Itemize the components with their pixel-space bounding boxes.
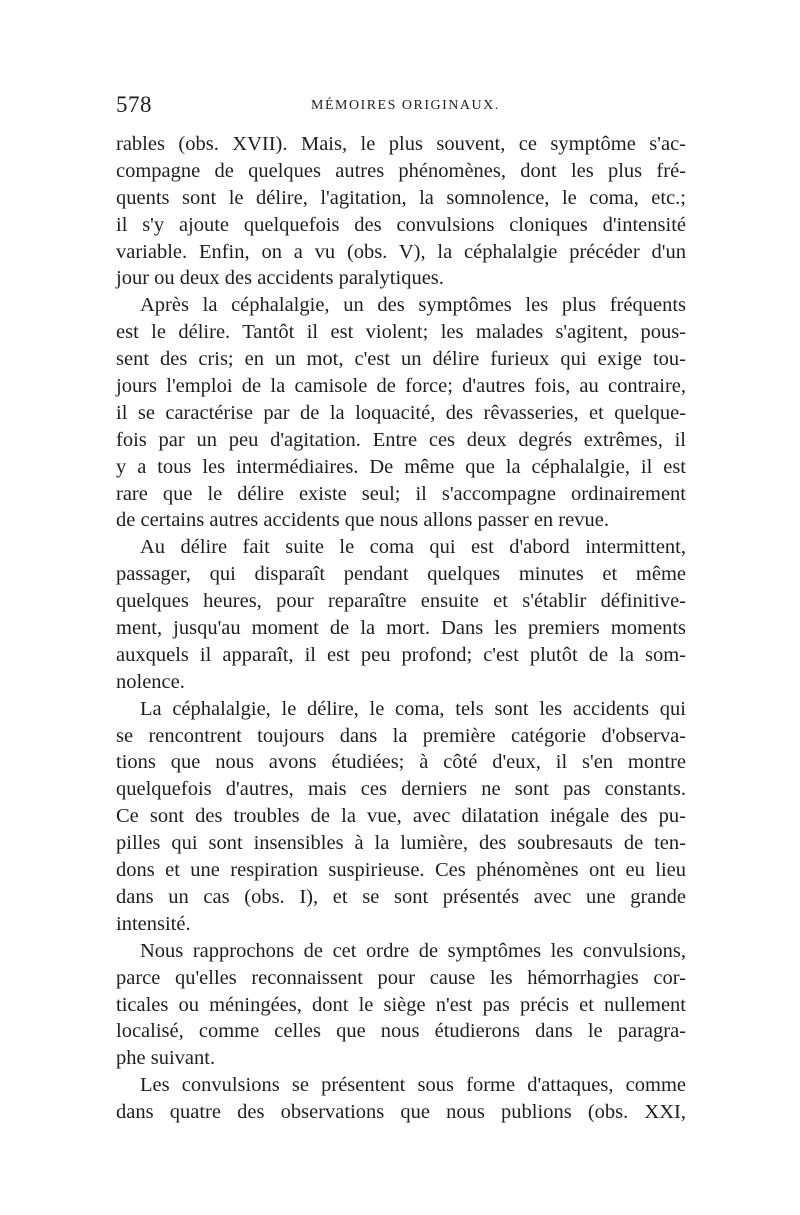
text-line: passager, qui disparaît pendant quelques minutes et même: [116, 563, 686, 586]
text-line: quelques heures, pour reparaître ensuite et s'établir définitive-: [116, 590, 686, 613]
text-line: auxquels il apparaît, il est peu profond; c'est plutôt de la som-: [116, 643, 686, 666]
text-line: localisé, comme celles que nous étudierons dans le paragra-: [116, 1020, 686, 1043]
text-line: ticales ou méningées, dont le siège n'est pas précis et nullement: [116, 993, 686, 1016]
text-line: ment, jusqu'au moment de la mort. Dans les premiers moments: [116, 617, 686, 640]
text-line: il s'y ajoute quelquefois des convulsions cloniques d'intensité: [116, 213, 686, 236]
text-line: est le délire. Tantôt il est violent; les malades s'agitent, pous-: [116, 321, 686, 344]
text-line: jours l'emploi de la camisole de force; d'autres fois, au contraire,: [116, 375, 686, 398]
body-text: [116, 131, 686, 1126]
text-line: nolence.: [116, 670, 185, 693]
text-line: sent des cris; en un mot, c'est un délire furieux qui exige tou-: [116, 348, 686, 371]
text-line: quents sont le délire, l'agitation, la somnolence, le coma, etc.;: [116, 186, 686, 209]
text-line: dans un cas (obs. I), et se sont présentés avec une grande: [116, 885, 686, 908]
page-number: 578: [116, 92, 152, 117]
text-line: pilles qui sont insensibles à la lumière, des soubresauts de ten-: [116, 832, 686, 855]
text-line: Les convulsions se présentent sous forme d'attaques, comme: [140, 1074, 686, 1097]
text-line: rare que le délire existe seul; il s'accompagne ordinairement: [116, 482, 686, 505]
text-line: dans quatre des observations que nous publions (obs. XXI,: [116, 1101, 686, 1124]
text-line: fois par un peu d'agitation. Entre ces deux degrés extrêmes, il: [116, 428, 686, 451]
text-line: Nous rapprochons de cet ordre de symptômes les convulsions,: [140, 939, 686, 962]
text-line: phe suivant.: [116, 1047, 216, 1070]
text-line: intensité.: [116, 912, 191, 935]
text-line: il se caractérise par de la loquacité, des rêvasseries, et quelque-: [116, 401, 686, 424]
text-line: y a tous les intermédiaires. De même que la céphalalgie, il est: [116, 455, 686, 478]
text-line: compagne de quelques autres phénomènes, dont les plus fré-: [116, 159, 686, 182]
text-line: dons et une respiration suspirieuse. Ces phénomènes ont eu lieu: [116, 859, 686, 882]
text-line: Au délire fait suite le coma qui est d'abord intermittent,: [140, 536, 686, 559]
page-header: [116, 92, 686, 122]
text-line: de certains autres accidents que nous allons passer en revue.: [116, 509, 609, 532]
text-line: Après la céphalalgie, un des symptômes les plus fréquents: [140, 294, 686, 317]
text-line: Ce sont des troubles de la vue, avec dilatation inégale des pu-: [116, 805, 686, 828]
running-head: MÉMOIRES ORIGINAUX.: [311, 98, 500, 113]
text-line: variable. Enfin, on a vu (obs. V), la céphalalgie précéder d'un: [116, 240, 686, 263]
text-line: parce qu'elles reconnaissent pour cause les hémorrhagies cor-: [116, 966, 686, 989]
text-line: tions que nous avons étudiées; à côté d'eux, il s'en montre: [116, 751, 686, 774]
text-line: rables (obs. XVII). Mais, le plus souvent, ce symptôme s'ac-: [116, 133, 686, 155]
text-line: La céphalalgie, le délire, le coma, tels sont les accidents qui: [140, 697, 686, 720]
text-line: jour ou deux des accidents paralytiques.: [116, 267, 444, 290]
text-line: se rencontrent toujours dans la première catégorie d'observa-: [116, 724, 686, 747]
text-line: quelquefois d'autres, mais ces derniers ne sont pas constants.: [116, 778, 686, 801]
